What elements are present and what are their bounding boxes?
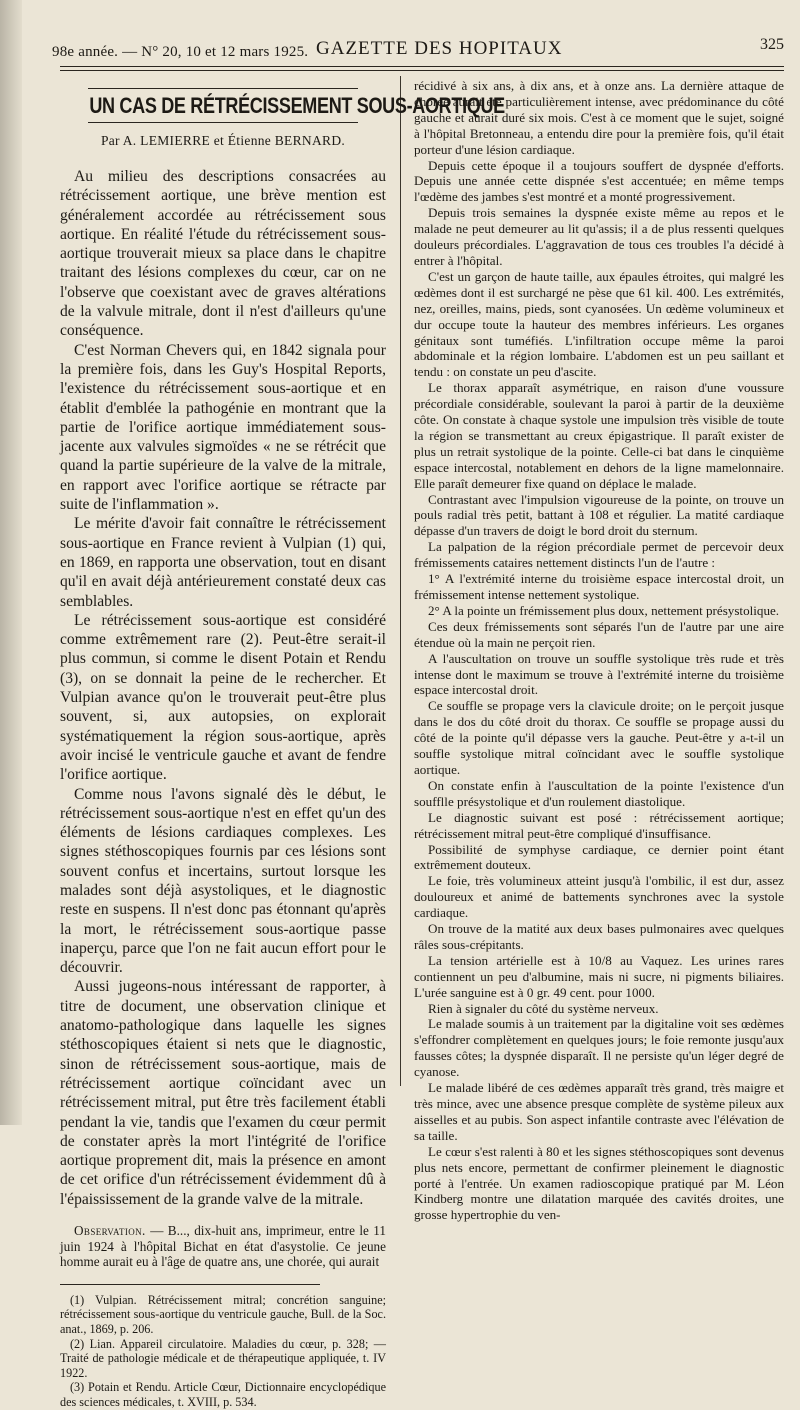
paragraph: récidivé à six ans, à dix ans, et à onze ans. La dernière attaque de chorée aurait été particulièrement intense, avec prédominance du côté gauche et aurait duré six mois. C'est à ce moment que le sujet, soigné à l'hôpital Bretonneau, a entendu dire pour la première fois, qu'il était porteur d'une lésion cardiaque. — [414, 78, 784, 157]
title-rule-bottom — [88, 122, 358, 123]
paragraph: Le foie, très volumineux atteint jusqu'à l'ombilic, il est dur, assez douloureux et animé de battements synchrones avec la systole cardiaque. — [414, 873, 784, 921]
paragraph: A l'auscultation on trouve un souffle systolique très rude et très intense dont le maximum se trouve à l'extrémité interne du troisième espace intercostal droit. — [414, 650, 784, 698]
paragraph: C'est un garçon de haute taille, aux épaules étroites, qui malgré les œdèmes dont il est surchargé ne pèse que 61 kil. 400. Les extrémités, nez, oreilles, mains, pieds, sont cyanosées. Un œdème volumineux et dur occupe toute la hauteur des membres inférieurs. Les organes génitaux sont tuméfiés. L'infiltration occupe même la paroi abdominale et la région lombaire. L'abdomen est un peu saillant et tendu : on constate un peu d'ascite. — [414, 268, 784, 380]
observation-paragraph — [60, 1223, 386, 1270]
column-divider — [400, 76, 401, 1086]
right-column — [414, 78, 784, 1223]
page-number: 325 — [760, 36, 784, 53]
paragraph: Le diagnostic suivant est posé : rétrécissement aortique; rétrécissement mitral peut-être compliqué d'insuffisance. — [414, 809, 784, 841]
paragraph: Depuis cette époque il a toujours souffert de dyspnée d'efforts. Depuis une année cette dispnée s'est accentuée; en même temps l'œdème des jambes s'est montré et a monté progressivement. — [414, 157, 784, 205]
header-rule — [60, 66, 784, 67]
paragraph: Ce souffle se propage vers la clavicule droite; on le perçoit jusque dans le dos du côté droit du thorax. Ce souffle se propage aussi du côté de la pointe qu'il dépasse vers la gauche. Peut-être y a-t-il un souffle systolique mitral coïncidant avec le souffle systolique aortique. — [414, 698, 784, 777]
article-authors: Par A. LEMIERRE et Étienne BERNARD. — [100, 133, 346, 148]
article-heading — [60, 78, 505, 149]
footnote: (1) Vulpian. Rétrécissement mitral; concrétion sanguine; rétrécissement sous-aortique du ventricule gauche, Bull. de la Soc. anat., 1869, p. 206. — [60, 1292, 386, 1336]
page-edge-shadow — [0, 0, 22, 1125]
paragraph: Comme nous l'avons signalé dès le début, le rétrécissement sous-aortique n'est en effet qu'un des éléments de lésions cardiaques complexes. Les signes stéthoscopiques fournis par ces lésions sont souvent confus et incertains, surtout lorsque les malades sont déjà asystoliques, et le diagnostic reste en suspens. Il n'est donc pas étonnant qu'après la mort, le rétrécissement sous-aortique passe inaperçu, parce que l'on ne fait aucun effort pour le découvrir. — [60, 785, 386, 977]
observation-text: — B..., dix-huit ans, imprimeur, entre le 11 juin 1924 à l'hôpital Bichat en état d'asystolie. Ce jeune homme aurait eu à l'âge de quatre ans, une chorée, qui aurait — [60, 1223, 387, 1270]
paragraph: Au milieu des descriptions consacrées au rétrécissement aortique, une brève mention est généralement accordée au rétrécissement sous aortique. En réalité l'étude du rétrécissement sous-aortique trouverait mieux sa place dans le chapitre traitant des lésions complexes du cœur, car on ne l'observe que coexistant avec de graves altérations de la valvule mitrale, dont il n'est d'ailleurs qu'une conséquence. — [60, 168, 386, 340]
paragraph: 1° A l'extrémité interne du troisième espace intercostal droit, un frémissement intense nettement systolique. — [414, 571, 784, 602]
paragraph: Le cœur s'est ralenti à 80 et les signes stéthoscopiques sont devenus plus nets encore, permettant de confirmer pleinement le diagnostic porté à l'entrée. Un examen radioscopique pratiqué par M. Léon Kindberg montre une dilatation marquée des cavités droites, une grosse hypertrophie du ven- — [414, 1143, 784, 1223]
paragraph: Le mérite d'avoir fait connaître le rétrécissement sous-aortique en France revient à Vulpian (1) qui, en 1869, en rapporta une observation, tout en disant qu'il en avait déjà antérieurement constaté deux cas semblables. — [60, 515, 386, 610]
paragraph: On trouve de la matité aux deux bases pulmonaires avec quelques râles sous-crépitants. — [414, 921, 784, 952]
issue-info: 98e année. — N° 20, 10 et 12 mars 1925. — [52, 44, 309, 60]
left-column — [60, 78, 505, 1410]
paragraph: La palpation de la région précordiale permet de percevoir deux frémissements cataires nettement distincts l'un de l'autre : — [414, 539, 784, 571]
paragraph: On constate enfin à l'auscultation de la pointe l'existence d'un soufflle présystolique et d'un roulement diastolique. — [414, 777, 784, 809]
paragraph: C'est Norman Chevers qui, en 1842 signala pour la première fois, dans les Guy's Hospital Reports, l'existence du rétrécissement sous-aortique et en établit d'emblée la pathogénie en montrant que la partie de l'orifice aortique immédiatement sous-jacente aux valvules sigmoïdes « ne se rétrécit que quand la partie supérieure de la valve de la mitrale, en rapport avec l'orifice aortique se rétracte par suite de l'inflammation ». — [60, 341, 386, 514]
paragraph: Aussi jugeons-nous intéressant de rapporter, à titre de document, une observation clinique et anatomo-pathologique dans laquelle les signes stéthoscopiques étaient si nets que le diagnostic, sinon de rétrécissement sous-aortique, mais de rétrécissement aortique coïncidant avec un rétrécissement mitral, put être très facilement établi pendant la vie, tandis que l'examen du cœur permit de constater après la mort l'intégrité de l'orifice aortique proprement dit, mais la présence en amont de cet orifice d'un rétrécissement évidemment dû à l'épaississement de la grande valve de la mitrale. — [60, 978, 386, 1208]
title-rule-top — [88, 88, 358, 89]
running-header — [52, 32, 784, 62]
paragraph: Le rétrécissement sous-aortique est considéré comme extrêmement rare (2). Peut-être serait-il plus commun, si comme le disent Potain et Rendu (3), on se donnait la peine de le rechercher. Et Vulpian avance qu'on le trouverait peut-être plus souvent, si, aux autopsies, on explorait systématiquement la région sous-aortique, après avoir incisé le ventricule gauche et avant de fendre l'orifice aortique. — [60, 611, 386, 784]
footnote-rule — [60, 1284, 320, 1285]
paragraph: Rien à signaler du côté du système nerveux. — [428, 1000, 659, 1016]
footnote: (2) Lian. Appareil circulatoire. Maladies du cœur, p. 328; — Traité de pathologie médicale et de thérapeutique appliquée, t. IV 1922. — [60, 1336, 386, 1380]
paragraph: Le thorax apparaît asymétrique, en raison d'une voussure précordiale considérable, soulevant la paroi à partir de la deuxième côte. On constate à chaque systole une impulsion très visible de toute la région se transmettant au creux épigastrique. Il paraît exister de plus un retrait systolique de la pointe. Celle-ci bat dans le cinquième espace intercostal, notablement en dehors de la ligne mamelonnaire. Elle paraît demeurer fixe quand on déplace le malade. — [414, 380, 784, 491]
paragraph: Possibilité de symphyse cardiaque, ce dernier point étant extrêmement douteux. — [414, 841, 784, 873]
header-rule-thin — [60, 70, 784, 71]
observation-label: Observation. — [74, 1223, 146, 1239]
journal-title: GAZETTE DES HOPITAUX — [316, 38, 563, 59]
paragraph: La tension artérielle est à 10/8 au Vaquez. Les urines rares contiennent un peu d'albumine, mais ni sucre, ni pigments biliaires. L'urée sanguine est à 0 gr. 49 cent. pour 1000. — [414, 952, 784, 1000]
paragraph: Le malade libéré de ces œdèmes apparaît très grand, très maigre et très mince, avec une absence presque complète de système pileux aux aisselles et au pubis. Son aspect infantile contraste avec l'élévation de sa taille. — [414, 1080, 784, 1143]
article-title: UN CAS DE RÉTRÉCISSEMENT SOUS-AORTIQUE — [89, 93, 505, 118]
paragraph: Depuis trois semaines la dyspnée existe même au repos et le malade ne peut demeurer au lit qu'assis; il a de plus ressenti quelques douleurs précordiales. L'aggravation de tous ces troubles l'a décidé à entrer à l'hôpital. — [414, 205, 784, 268]
paragraph: Ces deux frémissements sont séparés l'un de l'autre par une aire étendue où la main ne perçoit rien. — [414, 618, 784, 650]
paragraph: Le malade soumis à un traitement par la digitaline voit ses œdèmes s'effondrer complètement en quelques jours; le foie remonte jusqu'aux fausses côtes; la dyspnée disparaît. Il ne persiste qu'un léger degré de cyanose. — [414, 1016, 784, 1080]
paragraph: 2° A la pointe un frémissement plus doux, nettement présystolique. — [428, 602, 780, 618]
paragraph: Contrastant avec l'impulsion vigoureuse de la pointe, on trouve un pouls radial très petit, battant à 108 et régulier. La matité cardiaque dépasse d'un travers de doigt le bord droit du sternum. — [414, 491, 784, 539]
footnote: (3) Potain et Rendu. Article Cœur, Dictionnaire encyclopédique des sciences médicales, t. XVIII, p. 534. — [60, 1380, 386, 1409]
